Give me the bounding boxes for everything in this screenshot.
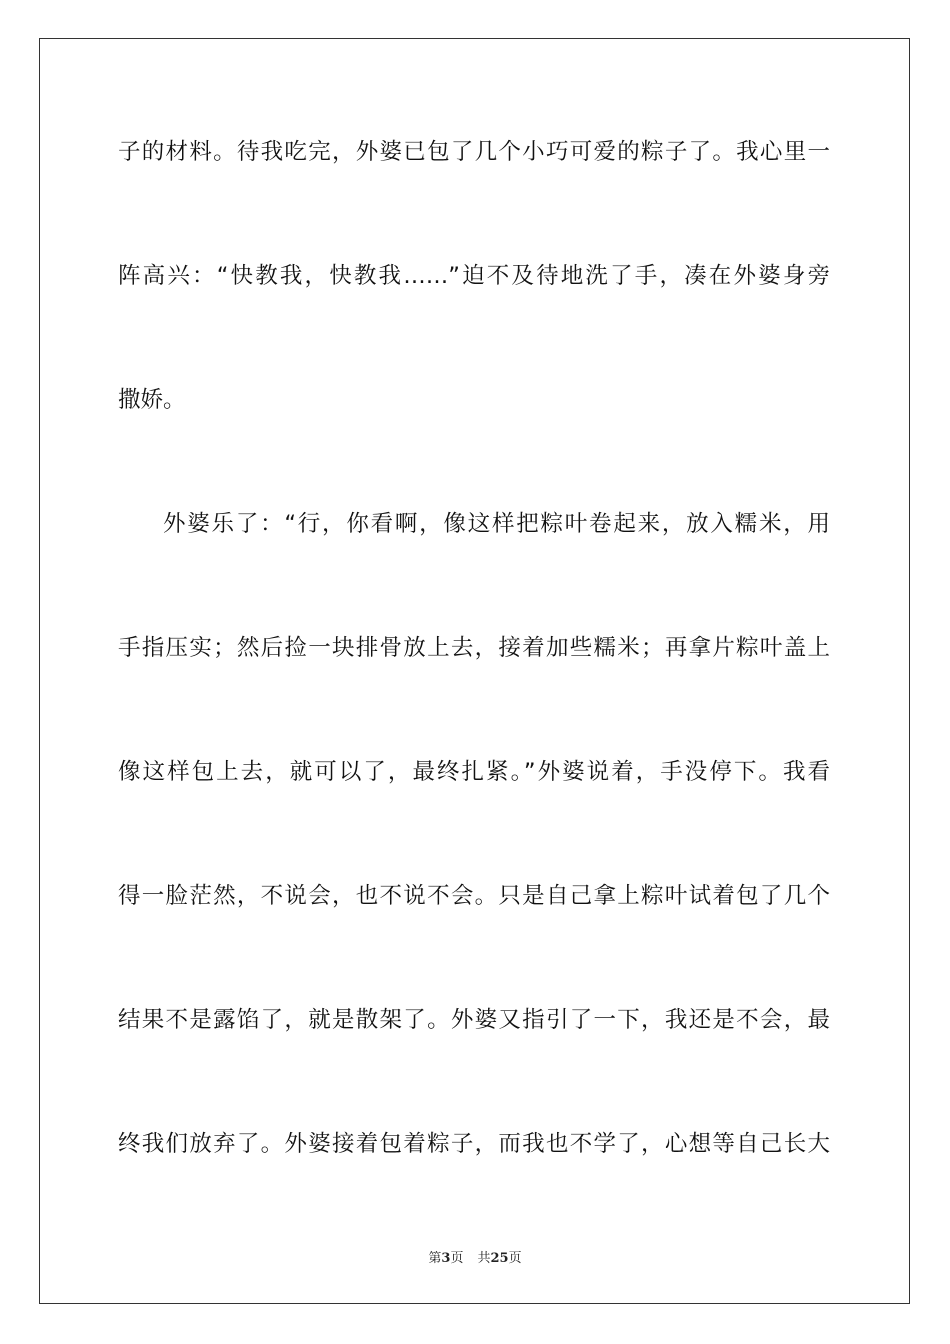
- total-unit: 页: [508, 1251, 522, 1266]
- paragraph-first-line: 外婆乐了：“行，你看啊，像这样把粽叶卷起来，放入糯米，用: [163, 511, 830, 537]
- page-unit: 页: [450, 1251, 464, 1266]
- page-current: 3: [441, 1251, 451, 1266]
- text-line: 得一脸茫然，不说会，也不说不会。只是自己拿上粽叶试着包了几个: [118, 883, 830, 909]
- page-total: 25: [490, 1251, 509, 1266]
- text-line: 终我们放弃了。外婆接着包着粽子，而我也不学了，心想等自己长大: [118, 1131, 830, 1157]
- page-prefix: 第: [428, 1251, 442, 1266]
- text-line: 结果不是露馅了，就是散架了。外婆又指引了一下，我还是不会，最: [118, 1007, 830, 1033]
- text-line: 阵高兴：“快教我，快教我……”迫不及待地洗了手，凑在外婆身旁: [118, 263, 830, 289]
- text-line: 撒娇。: [118, 387, 186, 413]
- text-line: 子的材料。待我吃完，外婆已包了几个小巧可爱的粽子了。我心里一: [118, 139, 830, 165]
- text-line: 手指压实；然后捡一块排骨放上去，接着加些糯米；再拿片粽叶盖上: [118, 635, 830, 661]
- page-border: [39, 38, 910, 1304]
- total-prefix: 共: [477, 1251, 491, 1266]
- page-footer: [0, 1247, 950, 1266]
- text-line: 像这样包上去，就可以了，最终扎紧。”外婆说着，手没停下。我看: [118, 759, 830, 785]
